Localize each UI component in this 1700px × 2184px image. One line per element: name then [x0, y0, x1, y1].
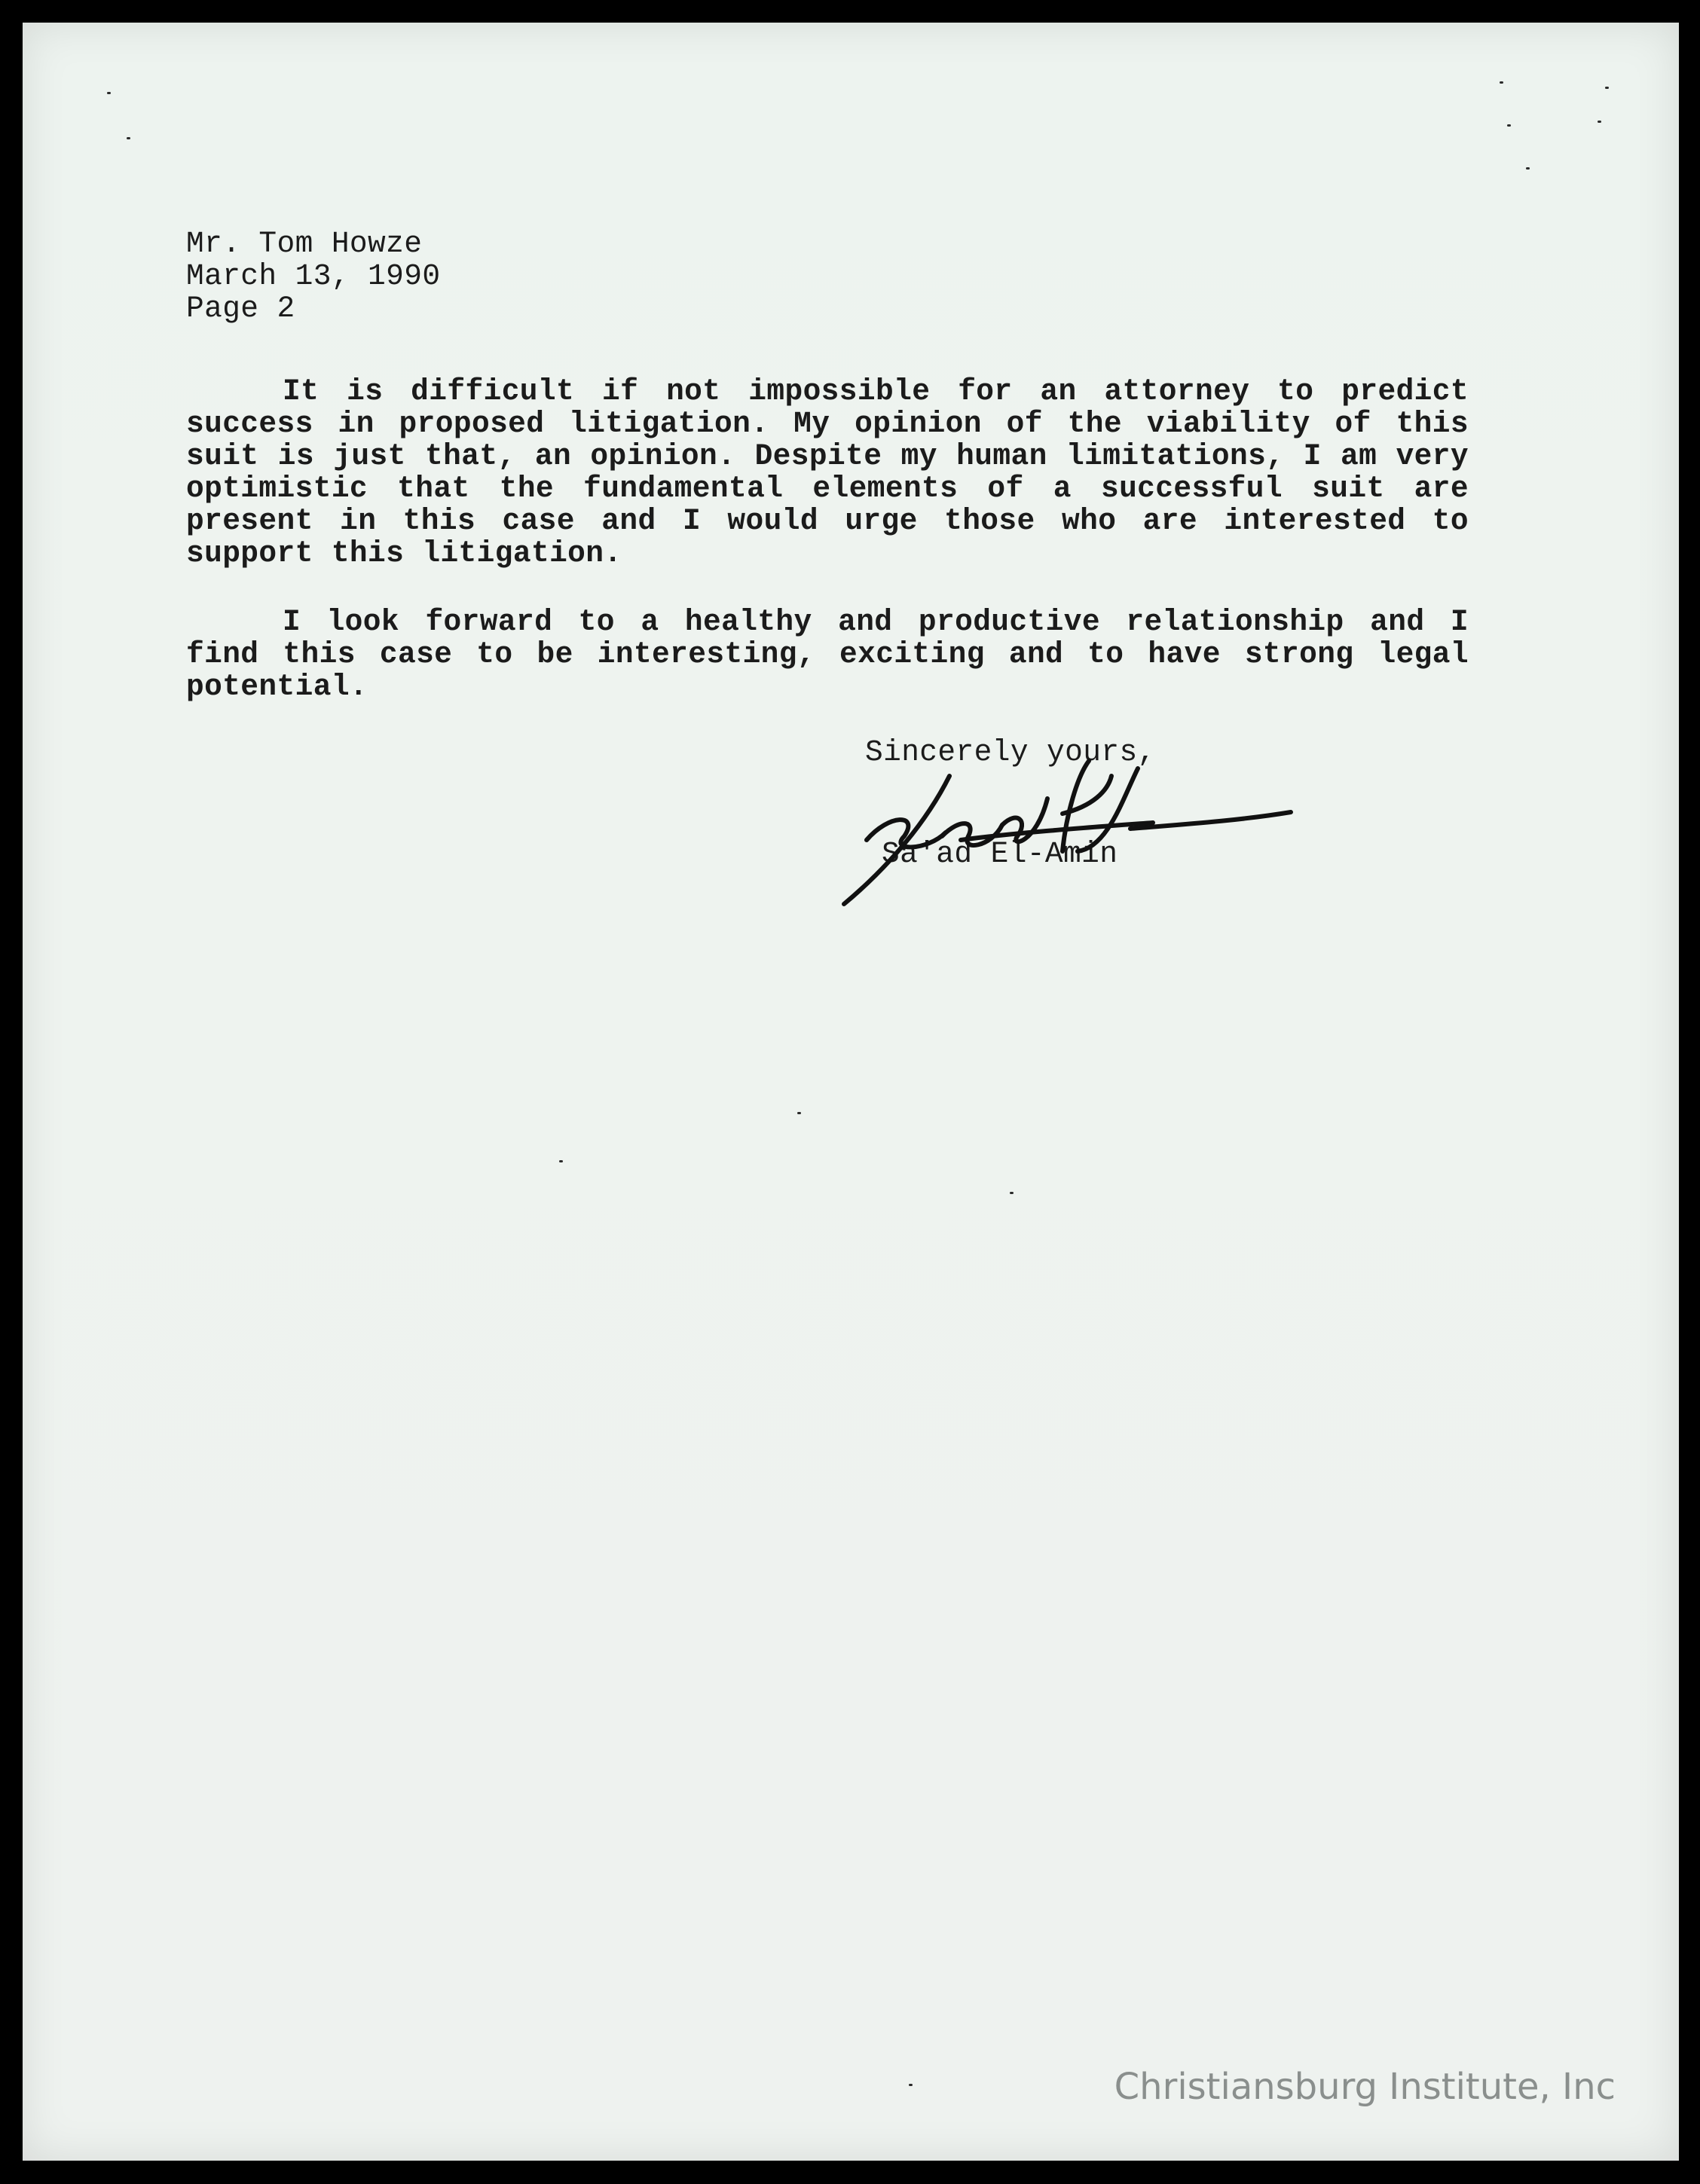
handwritten-signature [836, 735, 1304, 912]
date-line: March 13, 1990 [186, 259, 441, 293]
recipient-line: Mr. Tom Howze [186, 227, 423, 261]
paper-speck [559, 1160, 563, 1162]
closing-line: Sincerely yours, [865, 735, 1156, 769]
paper-speck [1500, 81, 1503, 84]
letter-page [23, 23, 1679, 2161]
paper-speck [127, 137, 130, 139]
letter-header [186, 228, 864, 325]
signer-name: Sa'ad El-Amin [882, 837, 1118, 871]
paper-speck [909, 2084, 913, 2086]
paper-speck [1507, 124, 1511, 127]
paper-speck [1605, 87, 1609, 89]
watermark-text: Christiansburg Institute, Inc [1114, 2066, 1616, 2108]
body-paragraph-2: I look forward to a healthy and productive relationship and I find this case to be interesting, exciting and to have strong legal potential. [186, 605, 1469, 704]
page-number-line: Page 2 [186, 292, 295, 325]
body-paragraph-1: It is difficult if not impossible for an attorney to predict success in proposed litigation. My opinion of the viability of this suit is just that, an opinion. Despite my human limitations, I am very optimistic that the fundamental elements of a successful suit are present in this case and I would urge those who are interested to support this litigation. [186, 374, 1469, 570]
paper-speck [1598, 121, 1601, 123]
paper-speck [1010, 1192, 1014, 1194]
paper-speck [107, 92, 111, 94]
paper-speck [1526, 167, 1530, 170]
paper-speck [797, 1112, 801, 1114]
